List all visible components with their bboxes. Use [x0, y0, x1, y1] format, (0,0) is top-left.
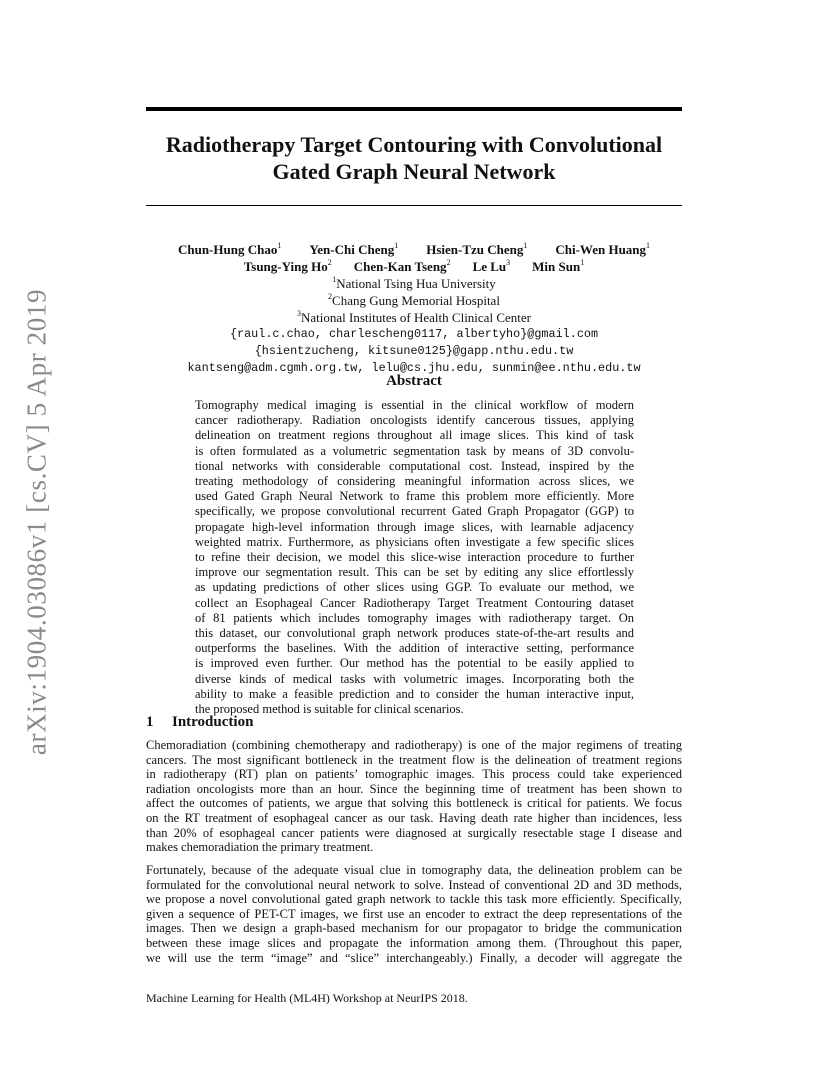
- introduction-paragraph-2: [146, 863, 682, 965]
- paragraph-line: than 20% of esophageal cancer patients were diagnosed at surgically resectable stage I disease and: [146, 825, 682, 840]
- title-line-2: Gated Graph Neural Network: [272, 159, 556, 184]
- paragraph-line: images. Then we design a graph-based mechanism for our propagator to bridge the communication: [146, 921, 682, 936]
- author-emails-line: {raul.c.chao, charlescheng0117, albertyho}@gmail.com: [229, 327, 599, 341]
- paragraph-line: between these image slices and propagate the information among them. (Throughout this paper,: [146, 935, 682, 950]
- affiliation-mark: 2: [328, 292, 333, 301]
- abstract-heading: Abstract: [386, 373, 442, 389]
- abstract-line: the proposed method is suitable for clinical scenarios.: [195, 702, 464, 717]
- abstract-line: used Gated Graph Neural Network to frame this problem more efficiently. More: [195, 489, 634, 504]
- author-name: Le Lu: [472, 259, 507, 274]
- abstract-line: weighted matrix. Furthermore, as physicians often investigate a few specific slices: [195, 534, 634, 549]
- title-top-rule: [146, 107, 682, 111]
- author-affiliation-mark: 2: [327, 258, 332, 267]
- section-heading-introduction: [146, 714, 253, 731]
- author-affiliation-mark: 2: [446, 258, 451, 267]
- abstract-line: diverse kinds of medical tasks with volumetric images. Incorporating both the: [195, 671, 634, 686]
- abstract-line: specifically, we propose convolutional recurrent Gated Graph Propagator (GGP) to: [195, 504, 634, 519]
- author-name: Yen-Chi Cheng: [309, 242, 395, 257]
- arxiv-stamp: arXiv:1904.03086v1 [cs.CV] 5 Apr 2019: [21, 288, 52, 756]
- author-block: [120, 241, 708, 377]
- abstract-line: outperforms the baselines. With the addition of interactive setting, performance: [195, 641, 634, 656]
- author-emails-line: {hsientzucheng, kitsune0125}@gapp.nthu.edu.tw: [254, 344, 574, 358]
- abstract-line: Tomography medical imaging is essential in the clinical workflow of modern: [195, 398, 634, 412]
- paragraph-line: on the RT treatment of esophageal cancer as our task. Having death rate higher than incidences, less: [146, 810, 682, 825]
- abstract-line: is improved even further. Our method has the potential to be easily applied to: [195, 656, 634, 671]
- paragraph-line: Chemoradiation (combining chemotherapy and radiotherapy) is one of the major regimens of treating: [146, 738, 682, 752]
- author-affiliation-mark: 1: [277, 241, 282, 250]
- affiliation-text: National Institutes of Health Clinical Center: [301, 310, 531, 325]
- author-name: Chen-Kan Tseng: [353, 259, 447, 274]
- abstract-line: tional networks with considerable computational cost. Instead, inspired by the: [195, 458, 634, 473]
- paragraph-line: we will use the term “image” and “slice” interchangeably.) Finally, a decoder will aggregate the: [146, 950, 682, 965]
- paragraph-line: given a sequence of PET-CT images, we first use an encoder to extract the deep representations of the: [146, 906, 682, 921]
- abstract-body: [195, 398, 634, 717]
- introduction-paragraph-1: [146, 738, 682, 855]
- author-name: Hsien-Tzu Cheng: [426, 242, 524, 257]
- title-bottom-rule: [146, 205, 682, 206]
- author-name: Tsung-Ying Ho: [243, 259, 328, 274]
- abstract-line: is often formulated as a volumetric segmentation task by means of 3D convolu-: [195, 443, 634, 458]
- section-number: 1: [146, 714, 154, 730]
- abstract-line: of 81 patients which includes tomography images with radiotherapy target. On: [195, 610, 634, 625]
- author-name: Min Sun: [532, 259, 581, 274]
- paragraph-line: affect the outcomes of patients, we argue that solving this bottleneck is critical for patients. We focus: [146, 796, 682, 811]
- author-name: Chi-Wen Huang: [555, 242, 647, 257]
- abstract-line: cancer radiotherapy. Radiation oncologists identify cancerous tissues, applying: [195, 413, 634, 428]
- author-row-2: [120, 258, 708, 275]
- author-affiliation-mark: 1: [394, 241, 399, 250]
- affiliation-mark: 1: [332, 275, 337, 284]
- author-affiliation-mark: 1: [523, 241, 528, 250]
- paragraph-line: radiation oncologists more than an hour. Since the beginning time of treatment has been shown to: [146, 781, 682, 796]
- abstract-line: this dataset, our convolutional graph network produces state-of-the-art results and: [195, 626, 634, 641]
- affiliation-text: National Tsing Hua University: [336, 276, 496, 291]
- paragraph-line: Fortunately, because of the adequate visual clue in tomography data, the delineation problem can be: [146, 863, 682, 877]
- affiliation-line: [120, 275, 708, 292]
- paragraph-line: makes chemoradiation the primary treatment.: [146, 840, 374, 855]
- paragraph-line: we propose a novel convolutional gated graph network to tackle this task more efficiently. Specifically,: [146, 892, 682, 907]
- affiliation-text: Chang Gung Memorial Hospital: [332, 293, 500, 308]
- paragraph-line: formulated for the convolutional neural network to solve. Instead of conventional 2D and 3D methods,: [146, 877, 682, 892]
- paper-title: [120, 131, 708, 185]
- section-title: Introduction: [172, 714, 254, 730]
- title-line-1: Radiotherapy Target Contouring with Convolutional: [165, 132, 663, 157]
- author-emails-line: kantseng@adm.cgmh.org.tw, lelu@cs.jhu.edu, sunmin@ee.nthu.edu.tw: [187, 361, 641, 375]
- abstract-line: to refine their decision, we model this slice-wise interaction procedure to further: [195, 550, 634, 565]
- author-name: Chun-Hung Chao: [177, 242, 278, 257]
- author-affiliation-mark: 3: [506, 258, 511, 267]
- author-affiliation-mark: 1: [580, 258, 585, 267]
- abstract-line: propagate high-level information through image slices, with learnable adjacency: [195, 519, 634, 534]
- paragraph-line: cancers. The most significant bottleneck in the treatment flow is the delineation of treatment regions: [146, 752, 682, 767]
- abstract-line: improve our segmentation result. This can be set by editing any slice effortlessly: [195, 565, 634, 580]
- abstract-line: treating methodology of considering meaningful information across slices, we: [195, 474, 634, 489]
- abstract-line: ability to make a feasible prediction and to consider the human interactive input,: [195, 686, 634, 701]
- abstract-line: collect an Esophageal Cancer Radiotherapy Target Treatment Contouring dataset: [195, 595, 634, 610]
- affiliation-line: [120, 309, 708, 326]
- abstract-line: as updating predictions of other slices using GGP. To evaluate our method, we: [195, 580, 634, 595]
- author-row-1: [120, 241, 708, 258]
- author-affiliation-mark: 1: [646, 241, 651, 250]
- abstract-line: delineation on treatment regions throughout all image slices. This kind of task: [195, 428, 634, 443]
- venue-footnote: Machine Learning for Health (ML4H) Workshop at NeurIPS 2018.: [146, 991, 468, 1005]
- affiliation-mark: 3: [297, 309, 301, 318]
- paragraph-line: in radiotherapy (RT) plan on patients’ tomographic images. This process could take experienced: [146, 767, 682, 782]
- affiliation-line: [120, 292, 708, 309]
